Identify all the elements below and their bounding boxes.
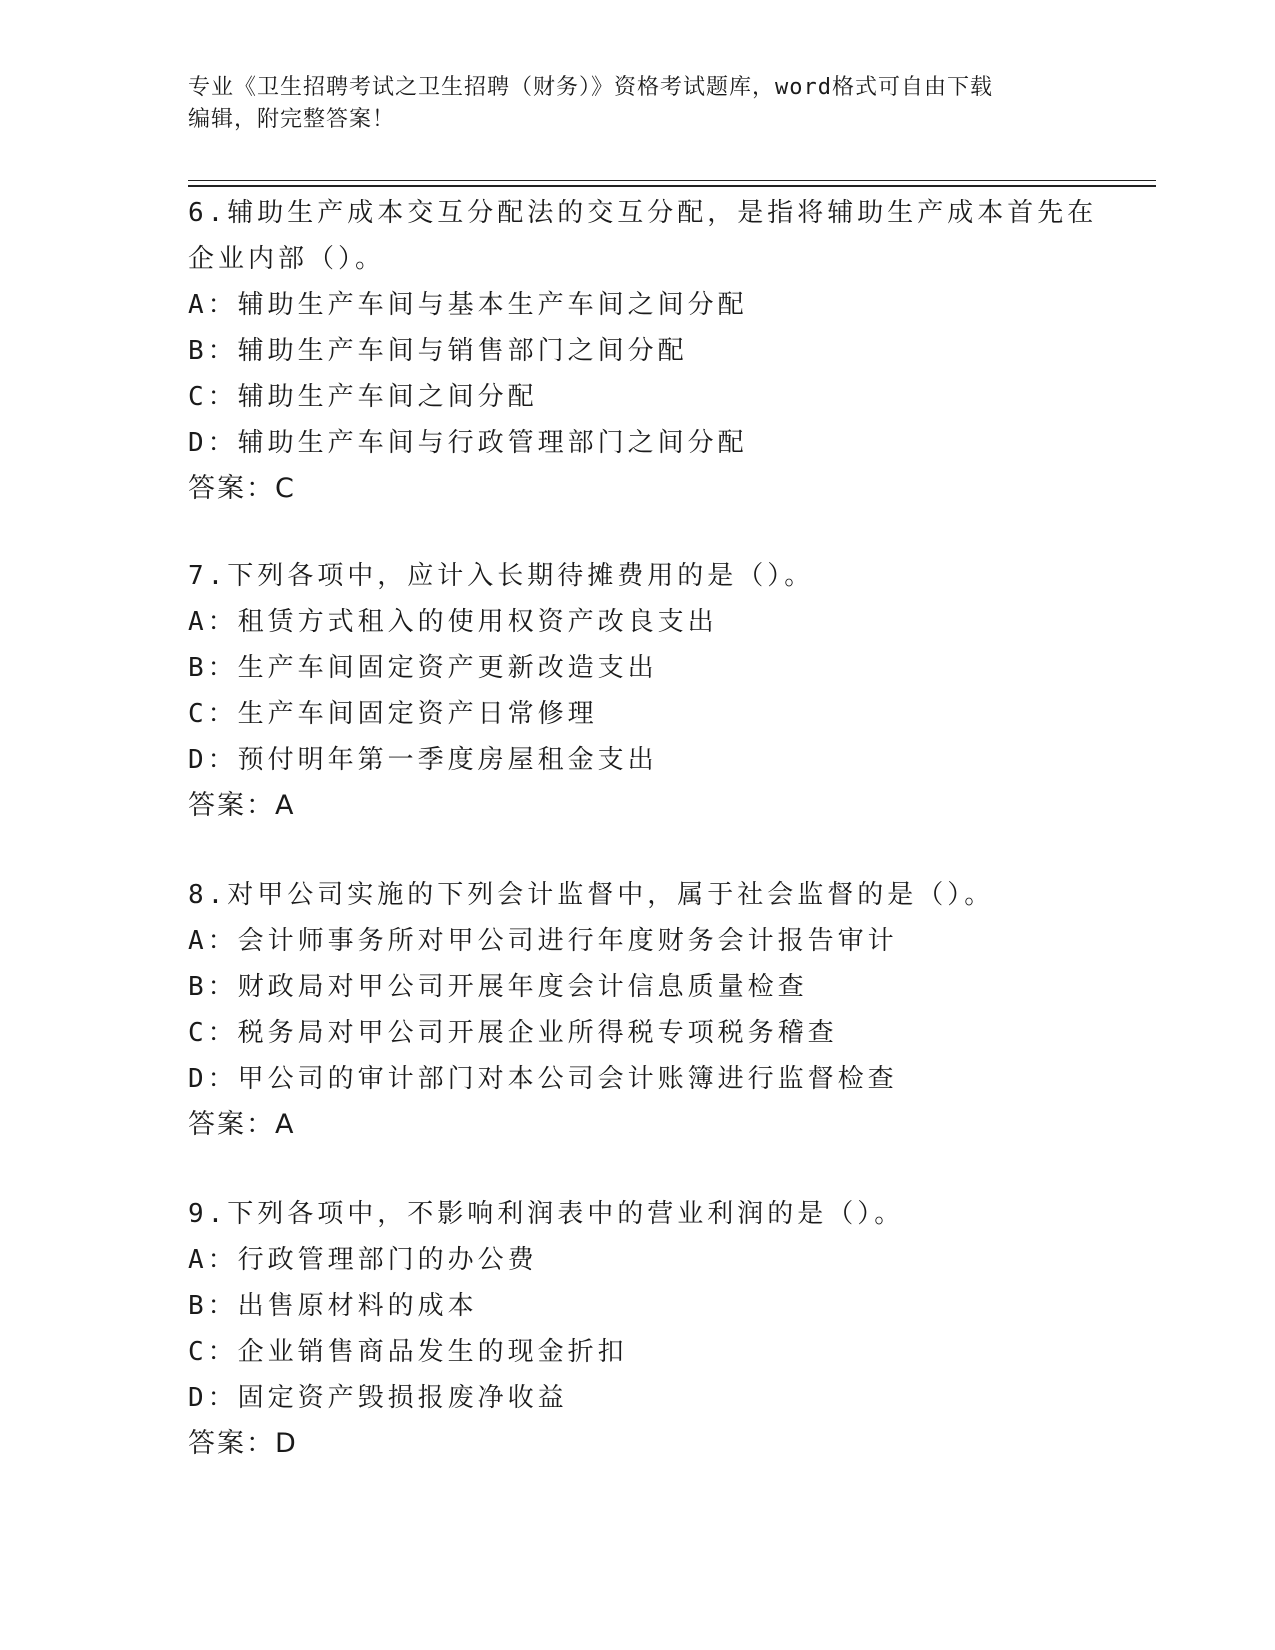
option-d: D：辅助生产车间与行政管理部门之间分配	[188, 428, 748, 458]
option-list	[188, 918, 1088, 1102]
option-a: A：行政管理部门的办公费	[188, 1245, 538, 1275]
answer-line: 答案：C	[188, 473, 296, 504]
option-c: C：生产车间固定资产日常修理	[188, 699, 598, 729]
option-a: A：会计师事务所对甲公司进行年度财务会计报告审计	[188, 926, 898, 956]
question-stem-line-2: 企业内部（）。	[188, 244, 386, 274]
header-line-2: 编辑，附完整答案！	[188, 107, 396, 132]
question-9	[188, 1191, 1088, 1467]
document-header	[188, 72, 1088, 136]
header-divider-thin	[188, 180, 1156, 181]
option-c: C：企业销售商品发生的现金折扣	[188, 1337, 628, 1367]
question-8	[188, 872, 1088, 1148]
option-c: C：辅助生产车间之间分配	[188, 382, 538, 412]
option-b: B：出售原材料的成本	[188, 1291, 478, 1321]
answer-line: 答案：A	[188, 790, 296, 821]
option-c: C：税务局对甲公司开展企业所得税专项税务稽查	[188, 1018, 838, 1048]
option-list	[188, 282, 1088, 466]
question-stem	[188, 190, 1098, 282]
option-b: B：财政局对甲公司开展年度会计信息质量检查	[188, 972, 808, 1002]
question-stem-line-1: 7.下列各项中，应计入长期待摊费用的是（）。	[188, 561, 815, 591]
option-d: D：固定资产毁损报废净收益	[188, 1383, 568, 1413]
question-stem-line-1: 9.下列各项中，不影响利润表中的营业利润的是（）。	[188, 1199, 905, 1229]
question-6	[188, 190, 1098, 512]
option-b: B：生产车间固定资产更新改造支出	[188, 653, 658, 683]
question-stem	[188, 872, 1088, 918]
question-stem-line-1: 6.辅助生产成本交互分配法的交互分配，是指将辅助生产成本首先在	[188, 198, 1098, 228]
question-stem-line-1: 8.对甲公司实施的下列会计监督中，属于社会监督的是（）。	[188, 880, 995, 910]
option-list	[188, 1237, 1088, 1421]
option-b: B：辅助生产车间与销售部门之间分配	[188, 336, 688, 366]
question-stem	[188, 1191, 1088, 1237]
header-divider-thick	[188, 185, 1156, 187]
option-a: A：租赁方式租入的使用权资产改良支出	[188, 607, 718, 637]
header-line-1: 专业《卫生招聘考试之卫生招聘（财务）》资格考试题库，word格式可自由下载	[188, 75, 993, 100]
option-a: A：辅助生产车间与基本生产车间之间分配	[188, 290, 748, 320]
answer-line: 答案：D	[188, 1428, 298, 1459]
option-d: D：预付明年第一季度房屋租金支出	[188, 745, 658, 775]
question-stem	[188, 553, 1088, 599]
option-d: D：甲公司的审计部门对本公司会计账簿进行监督检查	[188, 1064, 898, 1094]
answer-line: 答案：A	[188, 1109, 296, 1140]
question-7	[188, 553, 1088, 829]
option-list	[188, 599, 1088, 783]
